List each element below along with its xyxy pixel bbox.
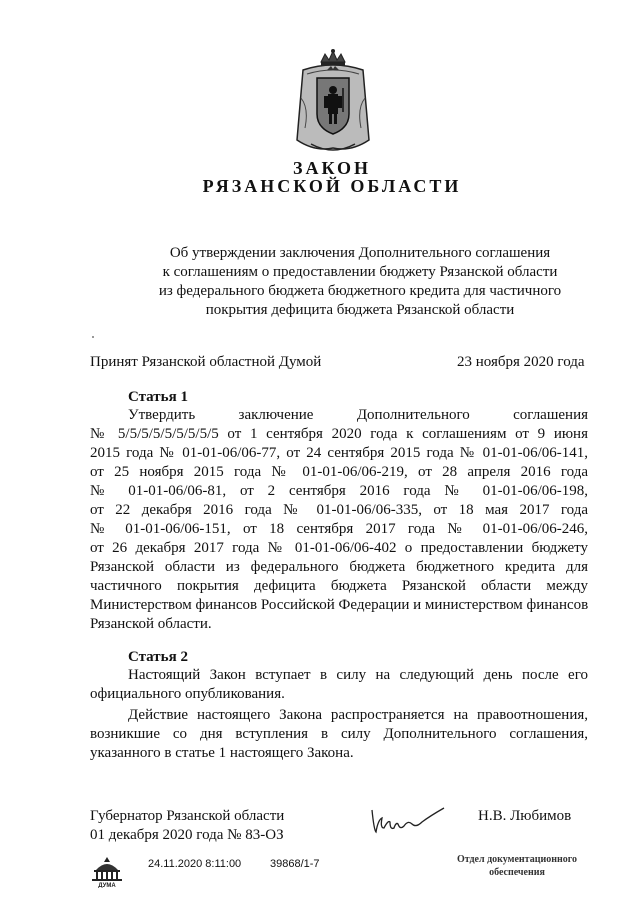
department-stamp-line: обеспечения xyxy=(489,867,545,878)
article-1-line: № 01-01-06/06-81, от 2 сентября 2016 года № 01-01-06/06-198, xyxy=(90,483,588,499)
document-issuer-title: РЯЗАНСКОЙ ОБЛАСТИ xyxy=(202,176,462,196)
governor-signature xyxy=(368,800,448,840)
article-2-line: Действие настоящего Закона распространяется на правоотношения, xyxy=(128,707,588,723)
scan-speck xyxy=(92,336,94,338)
article-1-heading: Статья 1 xyxy=(128,389,188,405)
article-1-line: от 25 ноября 2015 года № 01-01-06/06-219, от 28 апреля 2016 года xyxy=(90,464,588,480)
subject-line: из федерального бюджета бюджетного кредита для частичного xyxy=(158,283,562,299)
article-1-line: 2015 года № 01-01-06/06-77, от 24 сентября 2015 года № 01-01-06/06-141, xyxy=(90,445,588,461)
duma-logo-text: ДУМА xyxy=(98,883,116,888)
subject-line: Об утверждении заключения Дополнительного соглашения xyxy=(169,245,551,261)
article-2-line: Настоящий Закон вступает в силу на следующий день после его xyxy=(128,667,588,683)
article-2-paragraph-2 xyxy=(90,706,588,763)
article-2-heading: Статья 2 xyxy=(128,649,188,665)
law-subject xyxy=(140,244,580,320)
article-1-line: № 5/5/5/5/5/5/5/5/5 от 1 сентября 2020 года к соглашениям от 9 июня xyxy=(90,426,588,442)
article-1-line: от 22 декабря 2016 года № 01-01-06/06-335, от 18 мая 2017 года xyxy=(90,502,588,518)
subject-line: покрытия дефицита бюджета Рязанской области xyxy=(205,302,515,318)
duma-building-icon xyxy=(90,856,124,888)
department-stamp xyxy=(440,853,594,879)
article-2-line: возникшие со дня вступления в силу Дополнительного соглашения, xyxy=(90,726,588,742)
registration-timestamp: 24.11.2020 8:11:00 xyxy=(148,858,242,870)
article-1-text xyxy=(90,406,588,634)
article-1-line: Рязанской области из федерального бюджета бюджетного кредита для xyxy=(90,559,588,575)
article-1-line: Рязанской области. xyxy=(90,616,212,632)
governor-title: Губернатор Рязанской области xyxy=(90,808,285,824)
law-date-number: 01 декабря 2020 года № 83-ОЗ xyxy=(90,827,284,843)
article-2-line: официального опубликования. xyxy=(90,686,285,702)
department-stamp-line: Отдел документационного xyxy=(456,854,578,865)
article-1-line: № 01-01-06/06-151, от 18 сентября 2017 года № 01-01-06/06-246, xyxy=(90,521,588,537)
adoption-date: 23 ноября 2020 года xyxy=(457,354,585,370)
article-2-line: указанного в статье 1 настоящего Закона. xyxy=(90,745,354,761)
article-1-line: Утвердить заключение Дополнительного соглашения xyxy=(128,407,588,423)
document-type-title: ЗАКОН xyxy=(292,158,372,178)
governor-name: Н.В. Любимов xyxy=(478,808,572,824)
article-1-line: Министерством финансов Российской Федерации и министерством финансов xyxy=(90,597,589,613)
article-1-line: частичного покрытия дефицита бюджета Рязанской области между xyxy=(90,578,588,594)
registration-number: 39868/1-7 xyxy=(270,858,320,870)
subject-line: к соглашениям о предоставлении бюджету Рязанской области xyxy=(162,264,558,280)
article-2-paragraph-1 xyxy=(90,666,588,704)
adoption-body: Принят Рязанской областной Думой xyxy=(90,354,322,370)
coat-of-arms-emblem xyxy=(293,48,373,156)
article-1-line: от 26 декабря 2017 года № 01-01-06/06-402 о предоставлении бюджету xyxy=(90,540,588,556)
